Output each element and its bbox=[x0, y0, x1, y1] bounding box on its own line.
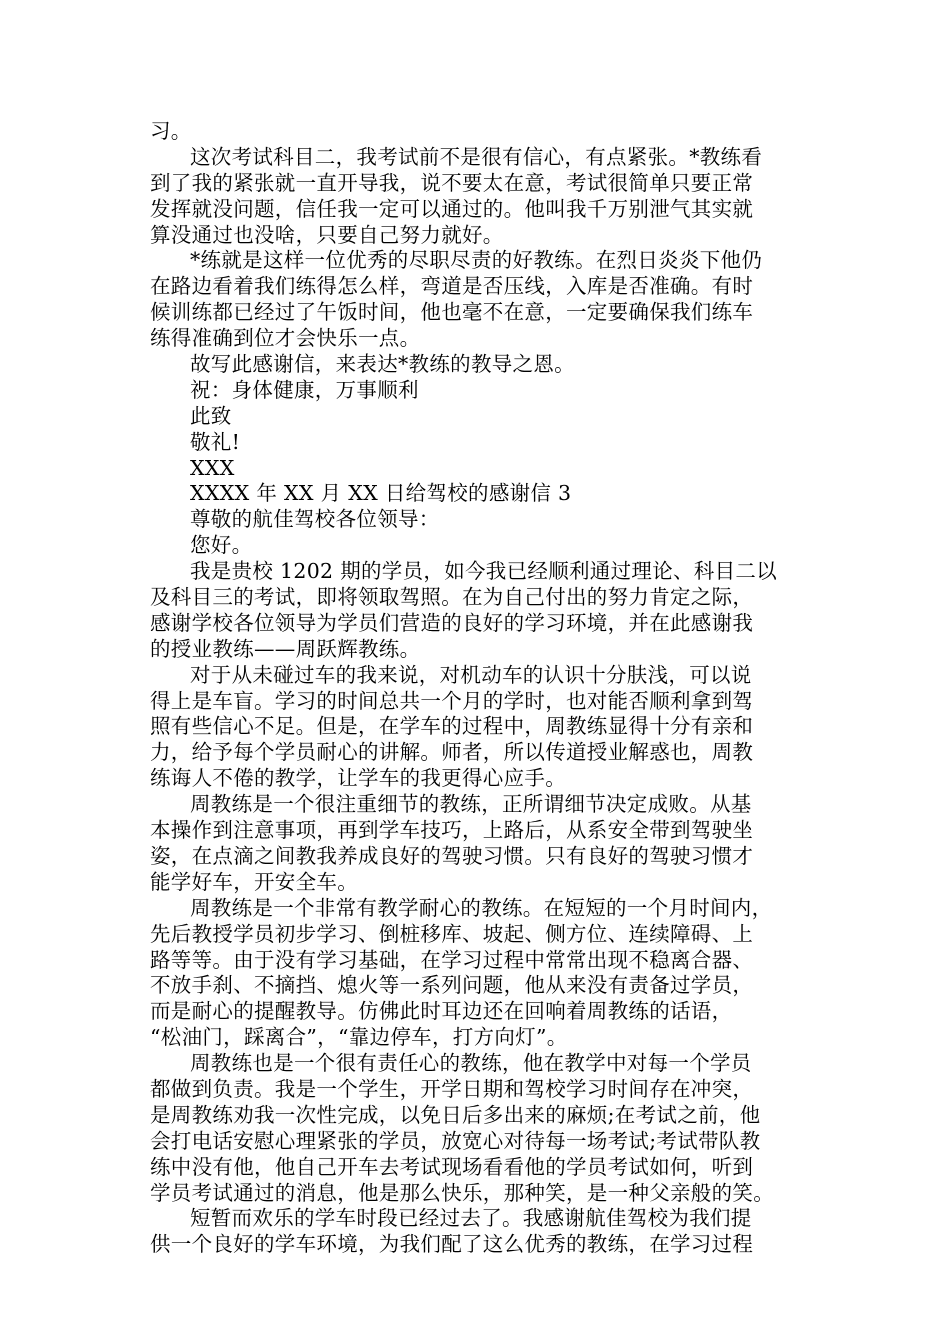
text-line: 感谢学校各位领导为学员们营造的良好的学习环境，并在此感谢我 bbox=[150, 610, 754, 635]
text-line: *练就是这样一位优秀的尽职尽责的好教练。在烈日炎炎下他仍 bbox=[190, 248, 763, 273]
text-line: 故写此感谢信，来表达*教练的教导之恩。 bbox=[190, 352, 575, 377]
text-line: 会打电话安慰心理紧张的学员，放宽心对待每一场考试;考试带队教 bbox=[150, 1128, 761, 1153]
text-line: 算没通过也没啥，只要自己努力就好。 bbox=[150, 222, 504, 247]
text-line: 不放手刹、不摘挡、熄火等一系列问题，他从来没有责备过学员， bbox=[150, 973, 754, 998]
text-line: 对于从未碰过车的我来说，对机动车的认识十分肤浅，可以说 bbox=[190, 662, 752, 687]
text-line: 及科目三的考试，即将领取驾照。在为自己付出的努力肯定之际， bbox=[150, 585, 754, 610]
text-line: 候训练都已经过了午饭时间，他也毫不在意，一定要确保我们练车 bbox=[150, 300, 754, 325]
text-line: 而是耐心的提醒教导。仿佛此时耳边还在回响着周教练的话语， bbox=[150, 999, 733, 1024]
text-line: 您好。 bbox=[190, 533, 253, 558]
text-line: 是周教练劝我一次性完成，以免日后多出来的麻烦;在考试之前，他 bbox=[150, 1102, 761, 1127]
document-body bbox=[150, 119, 814, 1258]
text-line: 发挥就没问题，信任我一定可以通过的。他叫我千万别泄气其实就 bbox=[150, 196, 754, 221]
text-line: 这次考试科目二，我考试前不是很有信心，有点紧张。*教练看 bbox=[190, 144, 763, 169]
text-line: 短暂而欢乐的学车时段已经过去了。我感谢航佳驾校为我们提 bbox=[190, 1206, 752, 1231]
text-line: 敬礼! bbox=[190, 429, 241, 454]
text-line: 祝：身体健康，万事顺利 bbox=[190, 377, 419, 402]
text-line: XXX bbox=[190, 455, 235, 480]
text-line: “松油门，踩离合”，“靠边停车，打方向灯”。 bbox=[150, 1025, 568, 1050]
text-line: XXXX 年 XX 月 XX 日给驾校的感谢信 3 bbox=[190, 481, 572, 506]
text-line: 到了我的紧张就一直开导我，说不要太在意，考试很简单只要正常 bbox=[150, 170, 754, 195]
text-line: 姿，在点滴之间教我养成良好的驾驶习惯。只有良好的驾驶习惯才 bbox=[150, 843, 754, 868]
text-line: 练得准确到位才会快乐一点。 bbox=[150, 326, 421, 351]
text-line: 习。 bbox=[150, 119, 192, 143]
text-line: 周教练是一个很注重细节的教练，正所谓细节决定成败。从基 bbox=[190, 792, 752, 817]
text-line: 本操作到注意事项，再到学车技巧，上路后，从系安全带到驾驶坐 bbox=[150, 818, 754, 843]
text-line: 练诲人不倦的教学，让学车的我更得心应手。 bbox=[150, 766, 566, 791]
text-line: 得上是车盲。学习的时间总共一个月的学时，也对能否顺利拿到驾 bbox=[150, 688, 754, 713]
text-line: 尊敬的航佳驾校各位领导： bbox=[190, 507, 440, 532]
text-line: 照有些信心不足。但是，在学车的过程中，周教练显得十分有亲和 bbox=[150, 714, 754, 739]
text-line: 的授业教练——周跃辉教练。 bbox=[150, 636, 421, 661]
text-line: 练中没有他，他自己开车去考试现场看看他的学员考试如何，听到 bbox=[150, 1154, 754, 1179]
text-line: 供一个良好的学车环境，为我们配了这么优秀的教练，在学习过程 bbox=[150, 1232, 754, 1257]
text-line: 周教练是一个非常有教学耐心的教练。在短短的一个月时间内， bbox=[190, 895, 773, 920]
text-line: 能学好车，开安全车。 bbox=[150, 869, 358, 894]
text-line: 在路边看着我们练得怎么样，弯道是否压线，入库是否准确。有时 bbox=[150, 274, 754, 299]
text-line: 力，给予每个学员耐心的讲解。师者，所以传道授业解惑也，周教 bbox=[150, 740, 754, 765]
text-line: 周教练也是一个很有责任心的教练，他在教学中对每一个学员 bbox=[190, 1051, 752, 1076]
text-line: 我是贵校 1202 期的学员，如今我已经顺利通过理论、科目二以 bbox=[190, 559, 778, 584]
text-line: 先后教授学员初步学习、倒桩移库、坡起、侧方位、连续障碍、上 bbox=[150, 921, 754, 946]
text-line: 此致 bbox=[190, 403, 232, 428]
text-line: 都做到负责。我是一个学生，开学日期和驾校学习时间存在冲突， bbox=[150, 1076, 754, 1101]
text-line: 路等等。由于没有学习基础，在学习过程中常常出现不稳离合器、 bbox=[150, 947, 754, 972]
text-line: 学员考试通过的消息，他是那么快乐，那种笑，是一种父亲般的笑。 bbox=[150, 1180, 774, 1205]
